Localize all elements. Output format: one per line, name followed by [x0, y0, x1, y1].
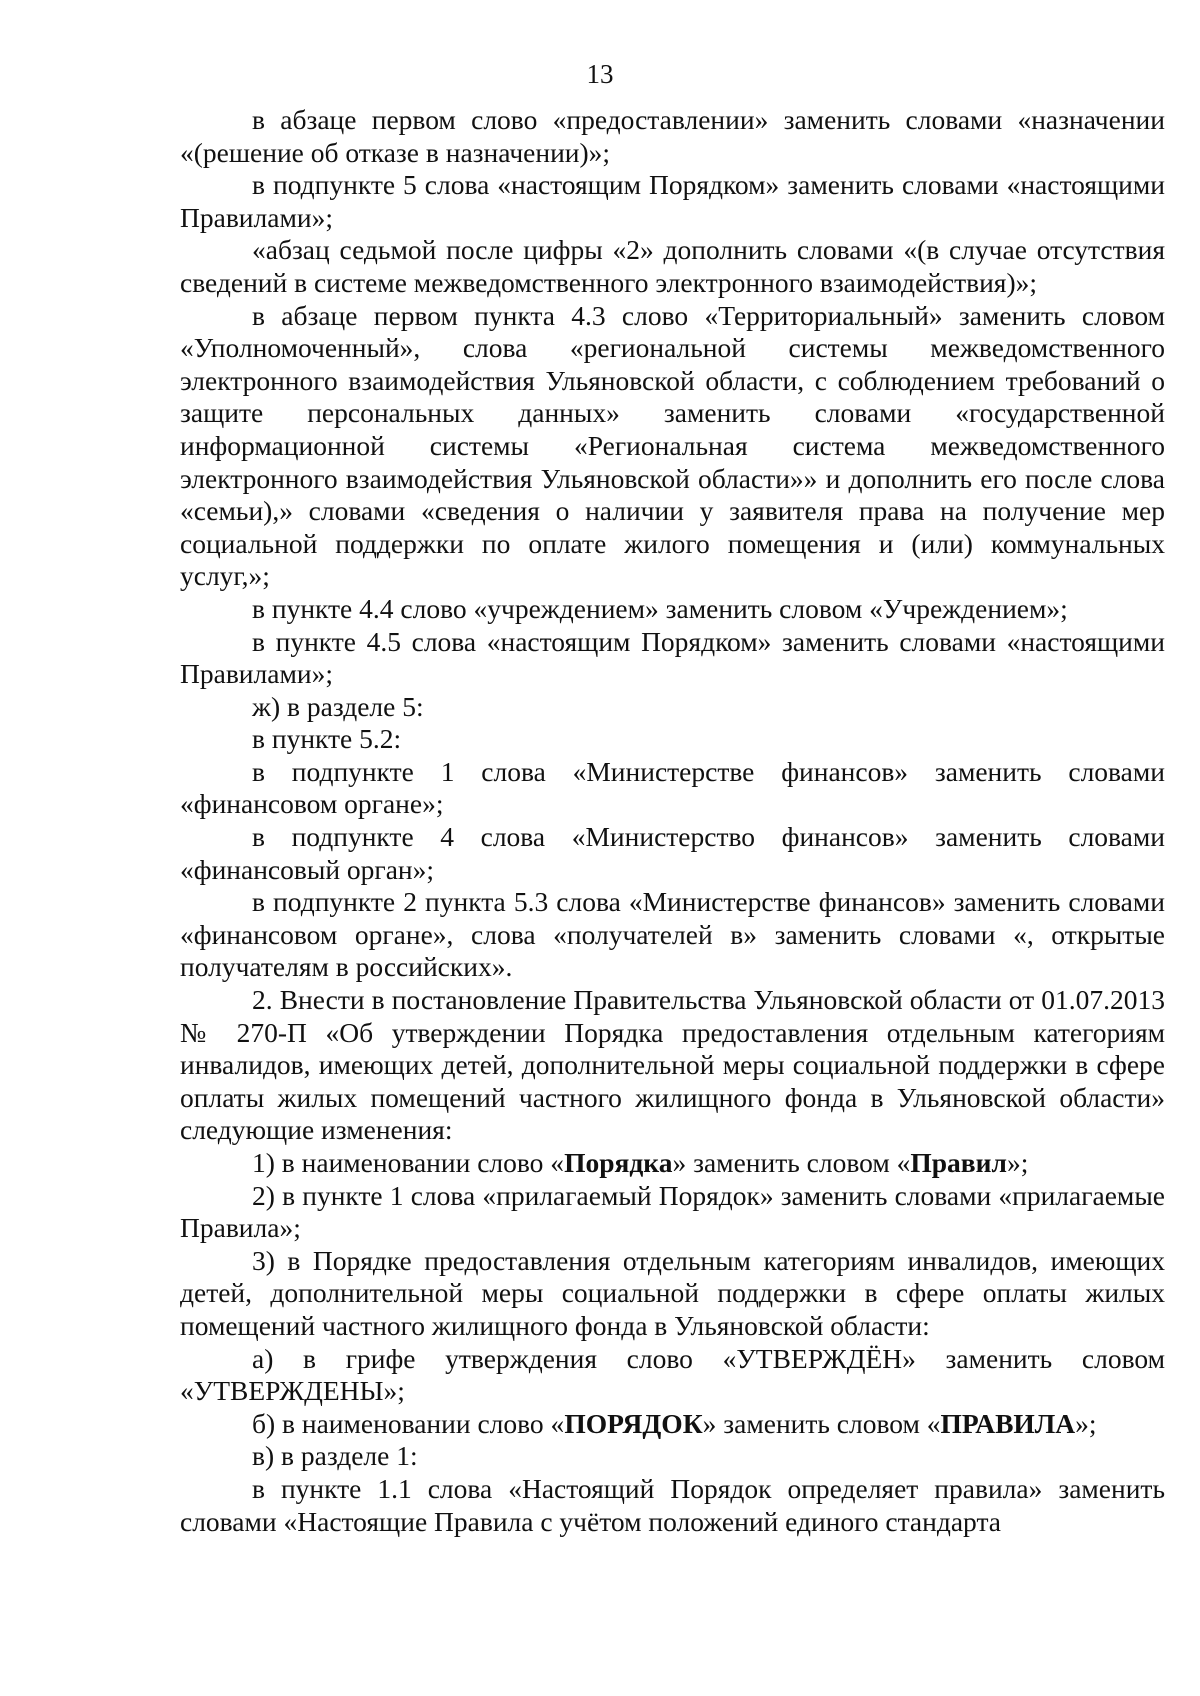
paragraph: в подпункте 5 слова «настоящим Порядком» заменить словами «настоящими Правилами»;	[180, 169, 1165, 233]
paragraph: а) в грифе утверждения слово «УТВЕРЖДЁН» заменить словом «УТВЕРЖДЕНЫ»;	[180, 1342, 1165, 1407]
paragraph: в пункте 4.4 слово «учреждением» заменить словом «Учреждением»;	[252, 592, 1068, 624]
paragraph: ж) в разделе 5:	[252, 690, 424, 722]
paragraph-text: б) в наименовании слово «	[252, 1407, 565, 1439]
paragraph-text: » заменить словом «	[702, 1407, 941, 1439]
paragraph: в абзаце первом слово «предоставлении» заменить словами «назначении «(решение об отказе в назначении)»;	[180, 104, 1165, 168]
paragraph: в пункте 4.5 слова «настоящим Порядком» заменить словами «настоящими Правилами»;	[180, 625, 1165, 690]
paragraph: в пункте 5.2:	[252, 723, 402, 755]
paragraph: 2. Внести в постановление Правительства Ульяновской области от 01.07.2013 № 270-П «Об утверждении Порядка предоставления отдельным категориям инвалидов, имеющих детей, дополнительной меры социальной поддержки в сфере оплаты жилых помещений частного жилищного фонда в Ульяновской области» следующие изменения:	[180, 984, 1165, 1146]
page-number: 13	[586, 59, 614, 89]
paragraph-text: »;	[1006, 1147, 1029, 1178]
paragraph	[180, 1147, 1165, 1180]
paragraph: в подпункте 2 пункта 5.3 слова «Министерстве финансов» заменить словами «финансовом органе», слова «получателей в» заменить словами «, открытые получателям в российских».	[180, 886, 1165, 983]
paragraph: 3) в Порядке предоставления отдельным категориям инвалидов, имеющих детей, дополнительной меры социальной поддержки в сфере оплаты жилых помещений частного жилищного фонда в Ульяновской области:	[180, 1244, 1165, 1341]
document-body	[180, 104, 1165, 1538]
paragraph-text: » заменить словом «	[672, 1147, 911, 1178]
paragraph: в подпункте 4 слова «Министерство финансов» заменить словами «финансовый орган»;	[180, 821, 1165, 885]
paragraph-text: 1) в наименовании слово «	[252, 1147, 565, 1178]
paragraph: в абзаце первом пункта 4.3 слово «Территориальный» заменить словом «Уполномоченный», слова «региональной системы межведомственного электронного взаимодействия Ульяновской области, с соблюдением требований о защите персональных данных» заменить словами «государственной информационной системы «Региональная система межведомственного электронного взаимодействия Ульяновской области»» и дополнить его после слова «семьи),» словами «сведения о наличии у заявителя права на получение мер социальной поддержки по оплате жилого помещения и (или) коммунальных услуг,»;	[180, 299, 1165, 592]
paragraph	[180, 1408, 1165, 1441]
bold-word: ПОРЯДОК	[564, 1407, 703, 1439]
paragraph: «абзац седьмой после цифры «2» дополнить словами «(в случае отсутствия сведений в системе межведомственного электронного взаимодействия)»;	[180, 234, 1165, 298]
bold-word: Порядка	[564, 1147, 673, 1178]
paragraph: в подпункте 1 слова «Министерстве финансов» заменить словами «финансовом органе»;	[180, 755, 1165, 820]
bold-word: ПРАВИЛА	[940, 1407, 1076, 1439]
paragraph: в) в разделе 1:	[252, 1440, 418, 1472]
bold-word: Правил	[910, 1147, 1007, 1178]
paragraph-text: »;	[1075, 1407, 1097, 1439]
paragraph: 2) в пункте 1 слова «прилагаемый Порядок» заменить словами «прилагаемые Правила»;	[180, 1179, 1165, 1244]
paragraph: в пункте 1.1 слова «Настоящий Порядок определяет правила» заменить словами «Настоящие Правила с учётом положений единого стандарта	[180, 1472, 1165, 1537]
